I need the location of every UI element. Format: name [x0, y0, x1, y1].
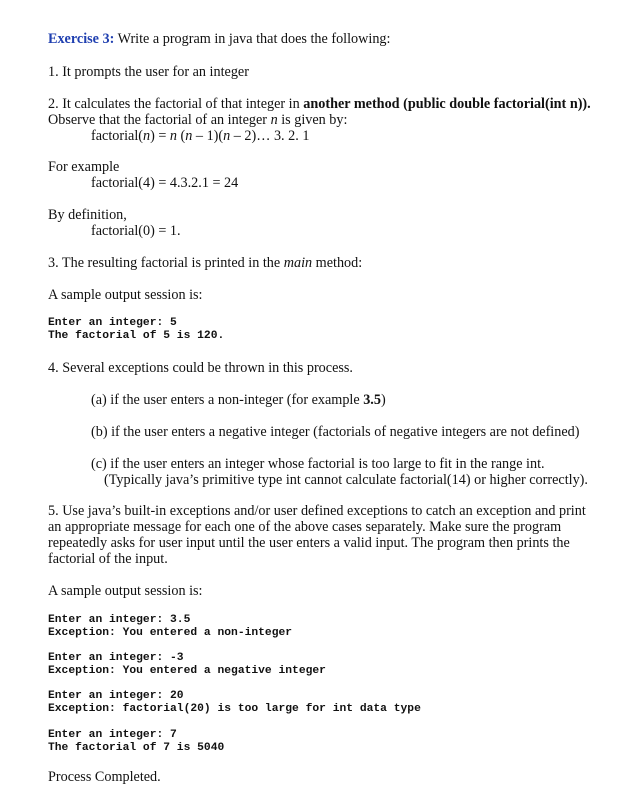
- case-c-line-1: (c) if the user enters an integer whose factorial is too large to fit in the range int.: [91, 456, 545, 472]
- sample-output-1-line-2: The factorial of 5 is 120.: [48, 330, 225, 342]
- step-5-line-3: repeatedly asks for user input until the user enters a valid input. The program then prints the: [48, 535, 570, 551]
- sample-output-2-line-1: Enter an integer: 3.5: [48, 614, 191, 626]
- step-4-intro: 4. Several exceptions could be thrown in this process.: [48, 360, 353, 376]
- method-signature: another method (public double factorial(int n)).: [303, 96, 591, 112]
- sample-output-2-line-3: Enter an integer: -3: [48, 652, 184, 664]
- step-2-line-1: 2. It calculates the factorial of that integer in another method (public double factorial(int n)).: [48, 96, 591, 112]
- case-b: (b) if the user enters a negative integer (factorials of negative integers are not defined): [91, 424, 580, 440]
- step-5-line-2: an appropriate message for each one of the above cases separately. Make sure the program: [48, 519, 562, 535]
- sample-output-2-line-4: Exception: You entered a negative integer: [48, 665, 326, 677]
- factorial-formula: factorial(n) = n (n – 1)(n – 2)… 3. 2. 1: [91, 128, 310, 144]
- sample-output-2-line-2: Exception: You entered a non-integer: [48, 627, 293, 639]
- step-3: 3. The resulting factorial is printed in the main method:: [48, 255, 363, 271]
- exercise-title: [48, 31, 390, 48]
- sample-output-label-1: A sample output session is:: [48, 287, 203, 303]
- example-label: For example: [48, 159, 120, 175]
- sample-output-2-line-7: Enter an integer: 7: [48, 729, 177, 741]
- step-1: 1. It prompts the user for an integer: [48, 64, 249, 80]
- process-completed: Process Completed.: [48, 769, 161, 785]
- step-2-line-2: Observe that the factorial of an integer n is given by:: [48, 112, 348, 128]
- step-5-line-1: 5. Use java’s built-in exceptions and/or user defined exceptions to catch an exception and print: [48, 503, 586, 519]
- exercise-label: Exercise 3:: [48, 31, 115, 47]
- sample-output-2-line-8: The factorial of 7 is 5040: [48, 742, 225, 754]
- step-5-line-4: factorial of the input.: [48, 551, 168, 567]
- exercise-title-text: Write a program in java that does the following:: [114, 31, 391, 47]
- example-formula: factorial(4) = 4.3.2.1 = 24: [91, 175, 239, 191]
- case-c-line-2: (Typically java’s primitive type int cannot calculate factorial(14) or higher correctly).: [104, 472, 588, 488]
- definition-label: By definition,: [48, 207, 127, 223]
- sample-output-2-line-6: Exception: factorial(20) is too large for int data type: [48, 703, 421, 715]
- case-a: (a) if the user enters a non-integer (for example 3.5): [91, 392, 386, 408]
- sample-output-1-line-1: Enter an integer: 5: [48, 317, 177, 329]
- sample-output-label-2: A sample output session is:: [48, 583, 203, 599]
- sample-output-2-line-5: Enter an integer: 20: [48, 690, 184, 702]
- definition-formula: factorial(0) = 1.: [91, 223, 181, 239]
